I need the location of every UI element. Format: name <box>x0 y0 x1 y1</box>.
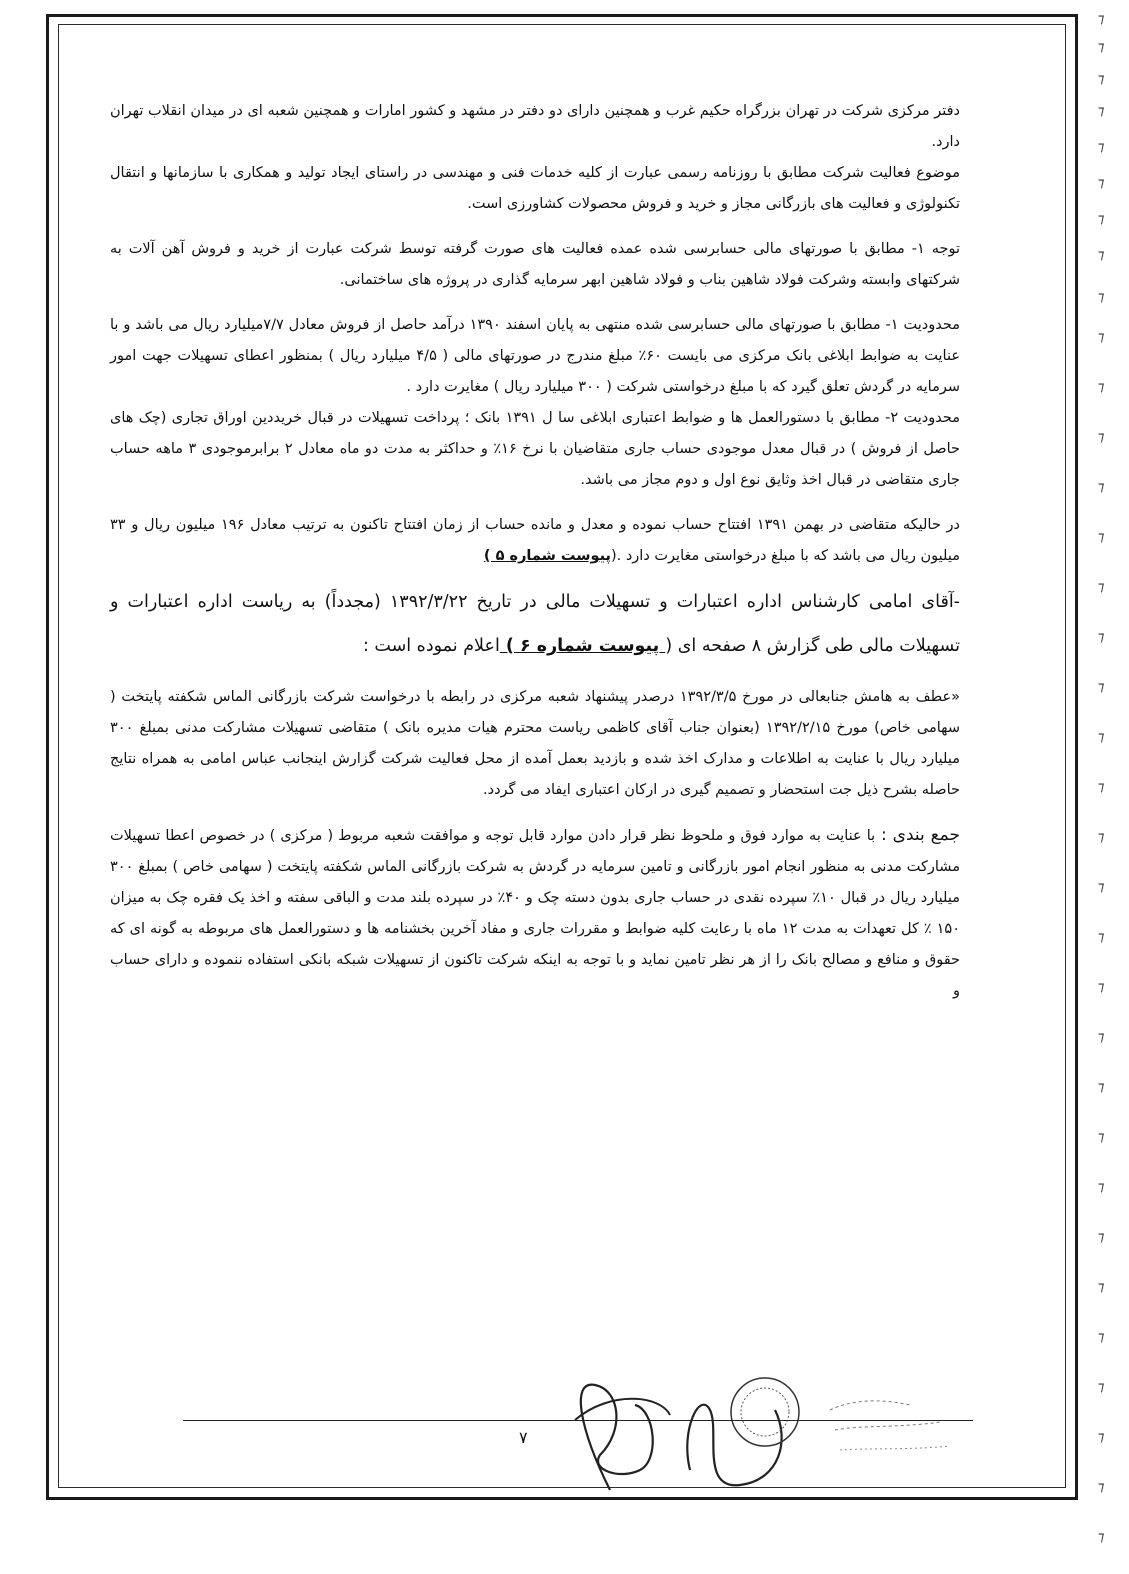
paragraph-company-activity: موضوع فعالیت شرکت مطابق با روزنامه رسمی عبارت از کلیه خدمات فنی و مهندسی در راستای ایجاد تولید و همکاری با سازمانها و انتقال تکنولوژی و فعالیت های بازرگانی مجاز و خرید و فروش محصولات کشاورزی است. <box>110 165 960 212</box>
binding-mark: ⁊ <box>1098 580 1105 595</box>
binding-mark: ⁊ <box>1098 40 1105 55</box>
paragraph-summary <box>110 820 960 1007</box>
binding-mark: ⁊ <box>1098 104 1105 119</box>
paragraph-office-locations: دفتر مرکزی شرکت در تهران بزرگراه حکیم غرب و همچنین دارای دو دفتر در مشهد و کشور امارات و همچنین شعبه ای در میدان انقلاب تهران دارد. <box>110 103 960 150</box>
binding-mark: ⁊ <box>1098 680 1105 695</box>
binding-mark: ⁊ <box>1098 380 1105 395</box>
binding-mark: ⁊ <box>1098 1180 1105 1195</box>
binding-mark: ⁊ <box>1098 530 1105 545</box>
binding-mark: ⁊ <box>1098 880 1105 895</box>
attachment-6-reference: پیوست شماره ۶ ) <box>499 636 666 656</box>
paragraph-account-balance <box>110 510 960 572</box>
binding-mark: ⁊ <box>1098 176 1105 191</box>
paragraph-limitation-2: محدودیت ۲- مطابق با دستورالعمل ها و ضوابط اعتباری ابلاغی سا ل ۱۳۹۱ بانک ؛ پرداخت تسهیلات در قبال خریددین اوراق تجاری (چک های حاصل از فروش ) در قبال معدل موجودی حساب جاری متقاضیان با نرخ ۱۶٪ و حداکثر به مدت دو ماه معادل ۲ برابرموجودی ۳ ماهه حساب جاری متقاضی در قبال اخذ وثایق نوع اول و دوم مجاز می باشد. <box>110 410 960 488</box>
binding-mark: ⁊ <box>1098 480 1105 495</box>
binding-mark: ⁊ <box>1098 1130 1105 1145</box>
paragraph-expert-report-text-end: اعلام نموده است : <box>362 636 500 656</box>
binding-mark: ⁊ <box>1098 630 1105 645</box>
paragraph-limitation-1: محدودیت ۱- مطابق با صورتهای مالی حسابرسی شده منتهی به پایان اسفند ۱۳۹۰ درآمد حاصل از فروش معادل ۷/۷میلیارد ریال می باشد و با عنایت به ضوابط ابلاغی بانک مرکزی می بایست ۶۰٪ مبلغ مندرج در صورتهای مالی ( ۴/۵ میلیارد ریال ) بمنظور اعطای تسهیلات جهت امور سرمایه در گردش تعلق گیرد که با مبلغ درخواستی شرکت ( ۳۰۰ میلیارد ریال ) مغایرت دارد . <box>110 317 960 395</box>
binding-mark: ⁊ <box>1098 330 1105 345</box>
binding-mark: ⁊ <box>1098 1380 1105 1395</box>
binding-mark: ⁊ <box>1098 1330 1105 1345</box>
attachment-5-reference: پیوست شماره ۵ ) <box>483 548 611 564</box>
paragraph-account-balance-text: در حالیکه متقاضی در بهمن ۱۳۹۱ افتتاح حساب نموده و معدل و مانده حساب از زمان افتتاح تاکنون به ترتیب معادل ۱۹۶ میلیون ریال و ۳۳ میلیون ریال می باشد که با مبلغ درخواستی مغایرت دارد .( <box>110 517 961 564</box>
binding-mark: ⁊ <box>1098 780 1105 795</box>
footer-divider <box>183 1420 973 1421</box>
binding-mark: ⁊ <box>1098 72 1105 87</box>
paragraph-expert-report <box>110 580 960 668</box>
binding-edge <box>1088 0 1129 1574</box>
binding-mark: ⁊ <box>1098 1430 1105 1445</box>
paragraph-note-1: توجه ۱- مطابق با صورتهای مالی حسابرسی شده عمده فعالیت های صورت گرفته توسط شرکت عبارت از خرید و فروش آهن آلات به شرکتهای وابسته وشرکت فولاد شاهین بناب و فولاد شاهین ابهر سرمایه گذاری در پروژه های ساختمانی. <box>110 241 960 288</box>
binding-mark: ⁊ <box>1098 830 1105 845</box>
binding-mark: ⁊ <box>1098 930 1105 945</box>
binding-mark: ⁊ <box>1098 980 1105 995</box>
binding-mark: ⁊ <box>1098 730 1105 745</box>
binding-mark: ⁊ <box>1098 1030 1105 1045</box>
signature-and-stamp <box>550 1370 980 1500</box>
paragraph-quoted-report: «عطف به هامش جنابعالی در مورخ ۱۳۹۲/۳/۵ درصدر پیشنهاد شعبه مرکزی در رابطه با درخواست شرکت بازرگانی الماس شکفته پایتخت ( سهامی خاص) مورخ ۱۳۹۲/۲/۱۵ (بعنوان جناب آقای کاظمی ریاست محترم هیات مدیره بانک ) متقاضی تسهیلات مشارکت مدنی بمبلغ ۳۰۰ میلیارد ریال با عنایت به اطلاعات و مدارک اخذ شده و بازدید بعمل آمده از محل فعالیت شرکت گزارش اینجانب عباس امامی به همراه نتایج حاصله بشرح ذیل جت استحضار و تصمیم گیری در ارکان اعتباری ایفاد می گردد. <box>110 689 961 798</box>
binding-mark: ⁊ <box>1098 1080 1105 1095</box>
binding-mark: ⁊ <box>1098 140 1105 155</box>
paragraph-expert-report-text: -آقای امامی کارشناس اداره اعتبارات و تسهیلات مالی در تاریخ ۱۳۹۲/۳/۲۲ (مجدداً) به ریاست اداره اعتبارات و تسهیلات مالی طی گزارش ۸ صفحه ای ( <box>110 592 960 656</box>
binding-mark: ⁊ <box>1098 1280 1105 1295</box>
binding-mark: ⁊ <box>1098 12 1105 27</box>
binding-mark: ⁊ <box>1098 1530 1105 1545</box>
summary-heading: جمع بندی : <box>875 825 960 845</box>
binding-mark: ⁊ <box>1098 1480 1105 1495</box>
page-number: ۷ <box>519 1428 528 1447</box>
binding-mark: ⁊ <box>1098 1230 1105 1245</box>
binding-mark: ⁊ <box>1098 430 1105 445</box>
binding-mark: ⁊ <box>1098 212 1105 227</box>
binding-mark: ⁊ <box>1098 248 1105 263</box>
summary-text: با عنایت به موارد فوق و ملحوظ نظر قرار دادن موارد قابل توجه و موافقت شعبه مربوط ( مرکزی ) در خصوص اعطا تسهیلات مشارکت مدنی به منظور انجام امور بازرگانی و تامین سرمایه در گردش به شرکت بازرگانی الماس شکفته پایتخت ( سهامی خاص ) بمبلغ ۳۰۰ میلیارد ریال در قبال ۱۰٪ سپرده نقدی در حساب جاری بدون دسته چک و ۴۰٪ در سپرده بلند مدت و الباقی سفته و اخذ یک فقره چک به میزان ۱۵۰ ٪ کل تعهدات به مدت ۱۲ ماه با رعایت کلیه ضوابط و مقررات جاری و مفاد آخرین بخشنامه ها و دستورالعمل های مربوطه به گونه ای که حقوق و منافع و مصالح بانک را از هر نظر تامین نماید و با توجه به اینکه شرکت تاکنون از تسهیلات شبکه بانکی استفاده ننموده و دارای حساب و <box>110 828 961 999</box>
binding-mark: ⁊ <box>1098 290 1105 305</box>
document-body <box>110 96 960 1007</box>
